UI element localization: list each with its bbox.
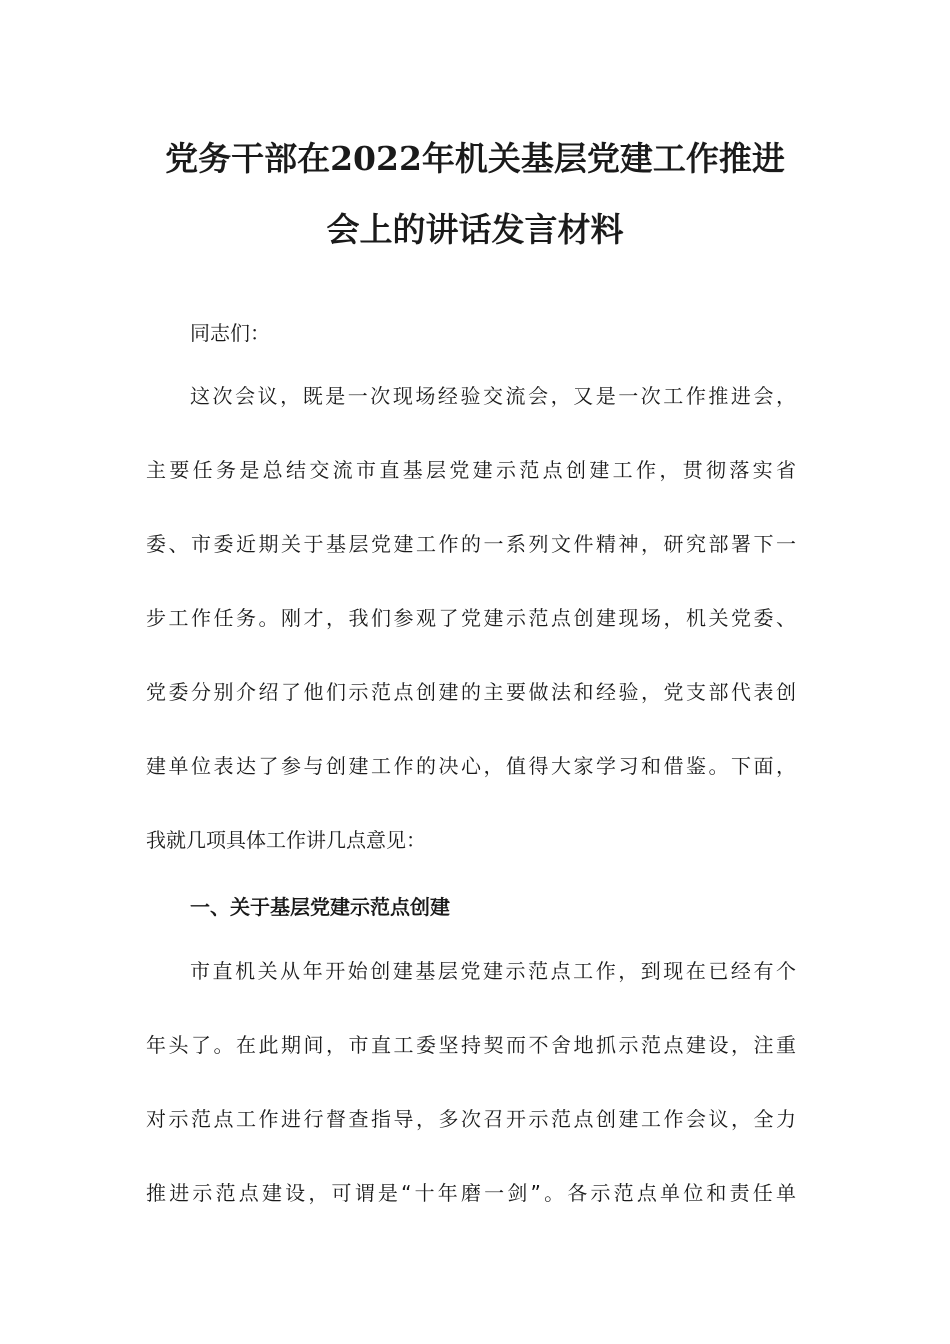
salutation: 同志们： [190,321,270,345]
paragraph-1-line: 这次会议，既是一次现场经验交流会，又是一次工作推进会， [190,384,796,408]
paragraph-1-line: 主要任务是总结交流市直基层党建示范点创建工作，贯彻落实省 [146,458,796,482]
paragraph-1-line: 委、市委近期关于基层党建工作的一系列文件精神，研究部署下一 [146,532,796,556]
paragraph-2-line: 对示范点工作进行督查指导，多次召开示范点创建工作会议，全力 [146,1107,796,1131]
paragraph-1-line: 步工作任务。刚才，我们参观了党建示范点创建现场，机关党委、 [146,606,796,630]
paragraph-2-line: 年头了。在此期间，市直工委坚持契而不舍地抓示范点建设，注重 [146,1033,796,1057]
paragraph-1-line: 建单位表达了参与创建工作的决心，值得大家学习和借鉴。下面， [146,754,796,778]
document-title-line-1: 党务干部在2022年机关基层党建工作推进 [165,139,785,178]
paragraph-1-line: 党委分别介绍了他们示范点创建的主要做法和经验，党支部代表创 [146,680,796,704]
document-title-line-2: 会上的讲话发言材料 [326,210,624,249]
paragraph-1-line: 我就几项具体工作讲几点意见： [146,828,426,852]
paragraph-2-line: 推进示范点建设，可谓是“十年磨一剑”。各示范点单位和责任单 [146,1181,796,1205]
paragraph-2-line: 市直机关从年开始创建基层党建示范点工作，到现在已经有个 [190,959,796,983]
section-1-heading: 一、关于基层党建示范点创建 [190,895,450,919]
